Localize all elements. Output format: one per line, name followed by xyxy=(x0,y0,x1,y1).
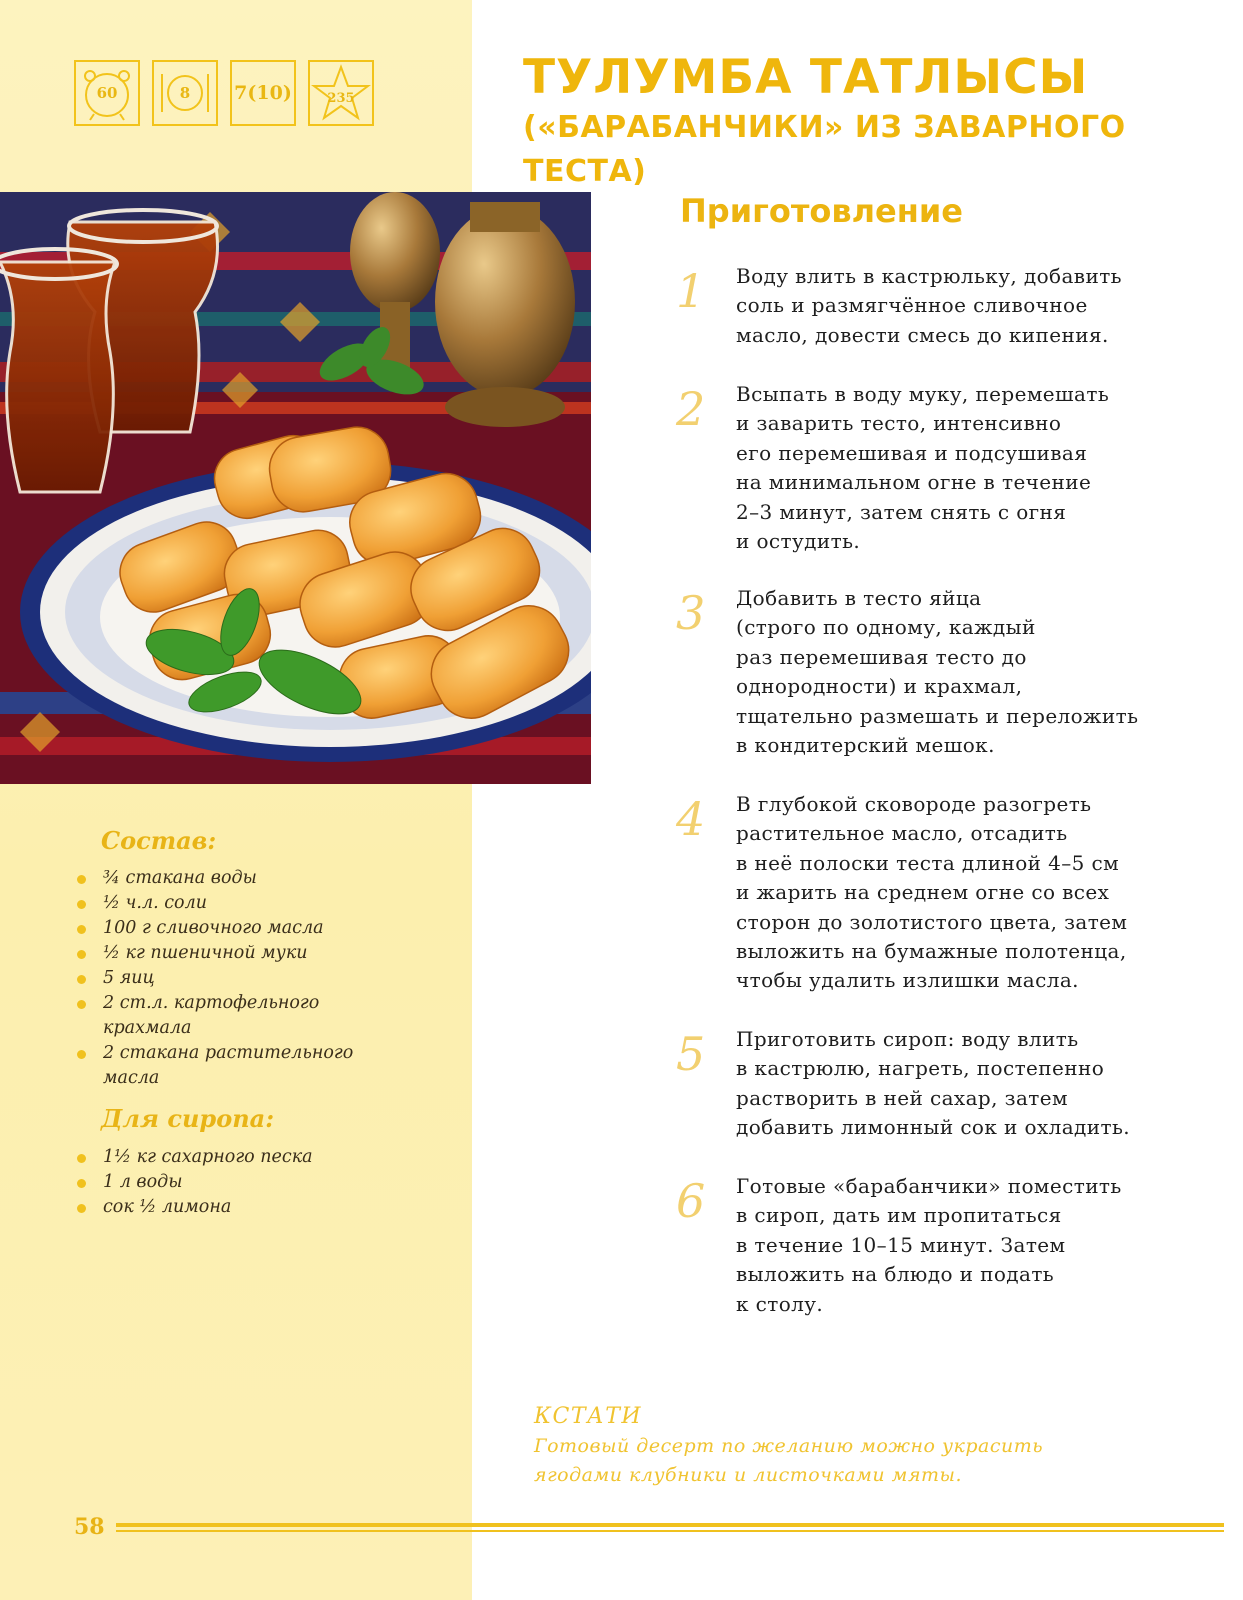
portions-value: 7(10) xyxy=(234,82,292,104)
bullet-icon xyxy=(77,875,86,884)
ingredient-item: 100 г сливочного масла xyxy=(77,916,417,941)
ingredients-list xyxy=(77,866,417,1091)
step-number: 2 xyxy=(676,382,706,436)
tip-text: Готовый десерт по желанию можно украсить ягодами клубники и листочками мяты. xyxy=(534,1435,1044,1486)
step-number: 4 xyxy=(676,792,706,846)
calories-value: 235 xyxy=(327,90,355,106)
footer-rule-thin xyxy=(116,1530,1224,1532)
bullet-icon xyxy=(77,900,86,909)
title-line-1: ТУЛУМБА ТАТЛЫСЫ xyxy=(523,50,1089,105)
tip-note xyxy=(534,1402,1214,1490)
portions-box xyxy=(230,60,296,126)
syrup-heading: Для сиропа: xyxy=(101,1104,275,1133)
bullet-icon xyxy=(77,975,86,984)
ingredient-item: ½ ч.л. соли xyxy=(77,891,417,916)
preparation-heading: Приготовление xyxy=(680,192,963,230)
bullet-icon xyxy=(77,925,86,934)
step-text: Добавить в тесто яйца (строго по одному, каждый раз перемешивая тесто до однородности) и крахмал, тщательно размешать и переложить в кондитерский мешок. xyxy=(736,586,1139,758)
time-clock-icon xyxy=(74,60,140,126)
step-number: 6 xyxy=(676,1174,706,1228)
recipe-title xyxy=(523,50,1233,194)
syrup-item: 1 л воды xyxy=(77,1170,417,1195)
syrup-list xyxy=(77,1145,417,1220)
ingredient-item: 5 яиц xyxy=(77,966,417,991)
tip-heading: КСТАТИ xyxy=(534,1404,643,1429)
step-number: 5 xyxy=(676,1027,706,1081)
syrup-item: 1½ кг сахарного песка xyxy=(77,1145,417,1170)
step-text: Готовые «барабанчики» поместить в сироп, дать им пропитаться в течение 10–15 минут. Затем выложить на блюдо и подать к столу. xyxy=(736,1174,1122,1316)
ingredient-item: 2 стакана растительного масла xyxy=(77,1041,417,1091)
bullet-icon xyxy=(77,1000,86,1009)
bullet-icon xyxy=(77,950,86,959)
step-text: Всыпать в воду муку, перемешать и заварить тесто, интенсивно его перемешивая и подсушивая на минимальном огне в течение 2–3 минут, затем снять с огня и остудить. xyxy=(736,382,1110,554)
bullet-icon xyxy=(77,1154,86,1163)
footer-rule xyxy=(116,1523,1224,1527)
bullet-icon xyxy=(77,1179,86,1188)
servings-plate-icon xyxy=(152,60,218,126)
step-text: В глубокой сковороде разогреть растительное масло, отсадить в неё полоски теста длиной 4–5 см и жарить на среднем огне со всех сторон до золотистого цвета, затем выложить на бумажные полотенца, чтобы удалить излишки масла. xyxy=(736,792,1128,993)
ingredient-item: 2 ст.л. картофельного крахмала xyxy=(77,991,417,1041)
page-number: 58 xyxy=(74,1514,105,1540)
syrup-item: сок ½ лимона xyxy=(77,1195,417,1220)
time-value: 60 xyxy=(96,84,118,102)
step-text: Приготовить сироп: воду влить в кастрюлю, нагреть, постепенно растворить в ней сахар, затем добавить лимонный сок и охладить. xyxy=(736,1027,1131,1140)
step-text: Воду влить в кастрюльку, добавить соль и размягчённое сливочное масло, довести смесь до кипения. xyxy=(736,264,1122,347)
ingredient-item: ¾ стакана воды xyxy=(77,866,417,891)
tulumba-dessert-photo xyxy=(0,192,591,784)
bullet-icon xyxy=(77,1050,86,1059)
ingredients-heading: Состав: xyxy=(101,826,217,855)
servings-value: 8 xyxy=(179,84,191,102)
title-line-2: («БАРАБАНЧИКИ» ИЗ ЗАВАРНОГО ТЕСТА) xyxy=(523,110,1126,189)
step-number: 1 xyxy=(676,264,706,318)
ingredient-item: ½ кг пшеничной муки xyxy=(77,941,417,966)
calories-star-icon xyxy=(308,60,374,126)
bullet-icon xyxy=(77,1204,86,1213)
step-number: 3 xyxy=(676,586,706,640)
